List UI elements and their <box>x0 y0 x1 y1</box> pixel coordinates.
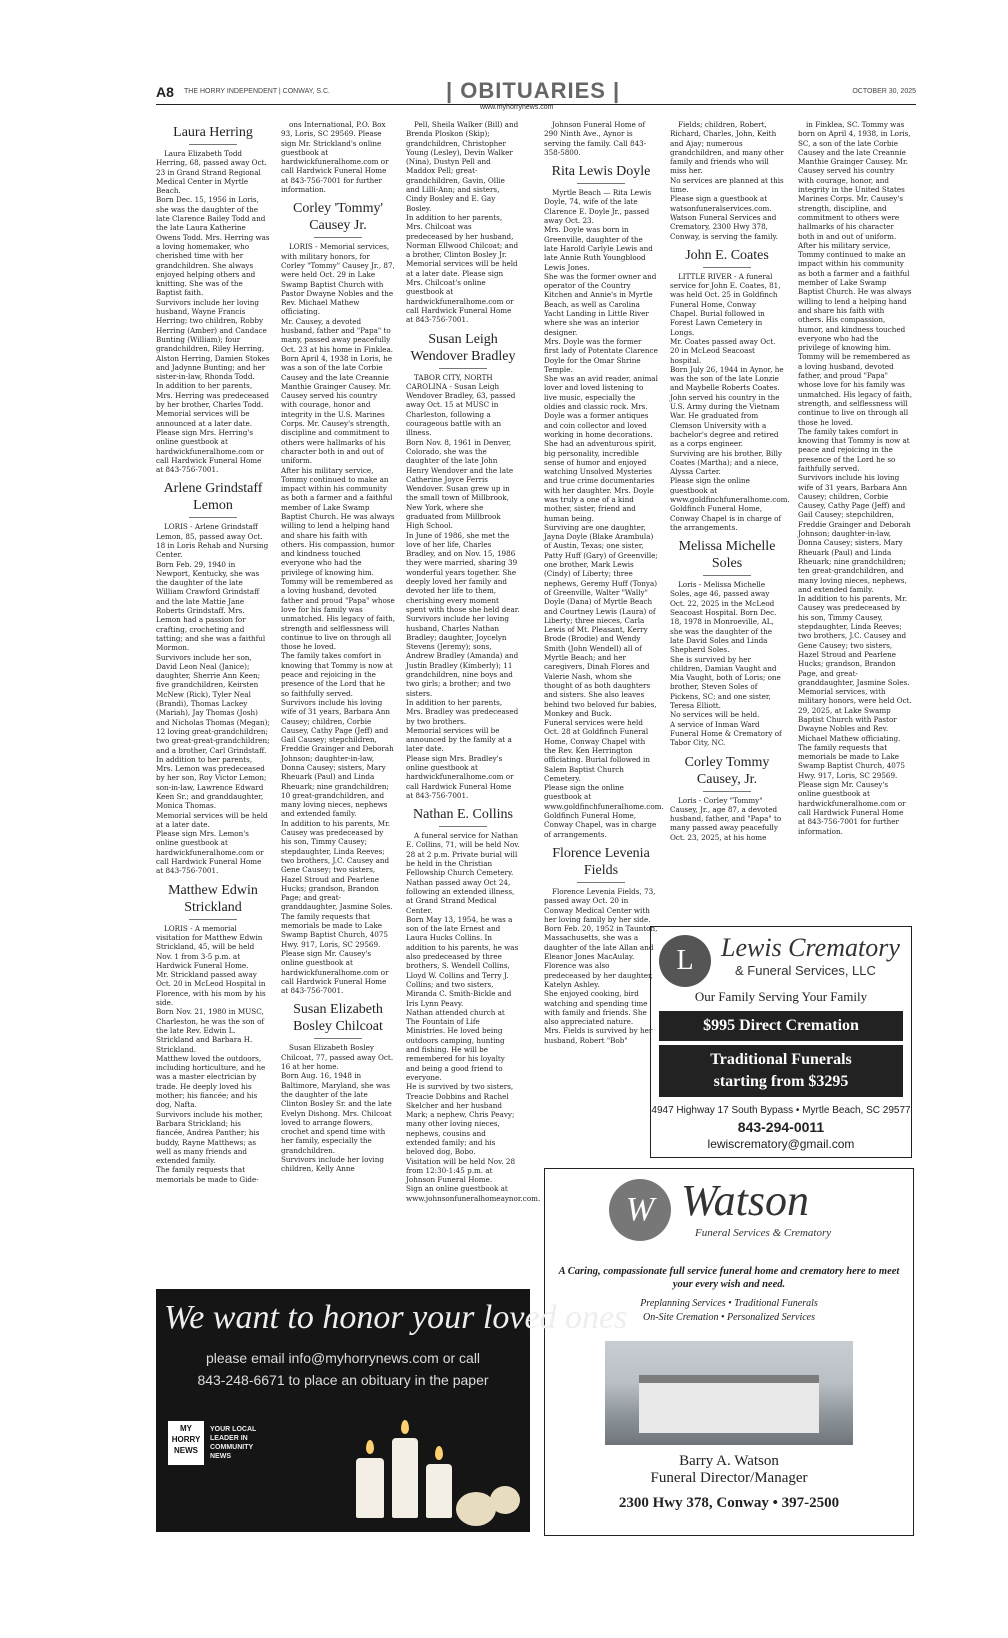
column-4 <box>544 120 664 1051</box>
obituary-name: Melissa Michelle Soles <box>670 538 784 576</box>
watson-logo-icon: W <box>609 1179 671 1241</box>
obituary <box>281 200 395 995</box>
paper-name: THE HORRY INDEPENDENT | CONWAY, S.C. <box>184 88 330 95</box>
ad-business-subtitle: Funeral Services & Crematory <box>695 1227 832 1239</box>
obituary <box>670 754 784 842</box>
director-title: Funeral Director/Manager <box>650 1470 808 1486</box>
obituary-name: Corley 'Tommy' Causey Jr. <box>281 200 395 238</box>
obituary-text: LITTLE RIVER - A funeral service for John E. Coates, 81, was held Oct. 25 in Goldfinch Funeral Home, Conway Chapel. Burial followed in Forest Lawn Cemetery in Longs. Mr. Coates passed away Oct. 20 in McLeod Seacoast hospital. Born July 26, 1944 in Aynor, he was the son of the late Lonzie and Maybelle Roberts Coates. John served his country in the U.S. Army during the Vietnam War. He graduated from Clemson University with a bachelor's degree and retired as a corps engineer. Surviving are his brother, Billy Coates (Martha); and a niece, Alyssa Carter. Please sign the online guestbook at www.goldfinchfuneralhome.com. Goldfinch Funeral Home, Conway Chapel is in charge of the arrangements. <box>670 271 790 532</box>
building-shape <box>639 1375 819 1433</box>
ad-email[interactable]: lewiscrematory@gmail.com <box>707 1137 855 1151</box>
obituary-text: Loris - Corley "Tommy" Causey, Jr., age 87, a devoted husband, father, and "Papa" to many passed away peacefully Oct. 23, 2025, at his home <box>670 795 782 842</box>
ad-offer-line: Traditional Funerals <box>710 1051 852 1068</box>
ad-business-name: Lewis Crematory <box>721 933 900 962</box>
flame-image <box>435 1446 443 1460</box>
lewis-crematory-ad[interactable] <box>650 926 912 1158</box>
obituary-name: Florence Levenia Fields <box>544 845 658 883</box>
obituary <box>544 120 658 157</box>
obituary-text: in Finklea, SC. Tommy was born on April 4, 1938, in Loris, SC, a son of the late Corbie Causey and the late Creannie Manthie Grainger Causey. Mr. Causey served his country with courage, honor, and integrity in the United States Marines Corps. Mr. Causey's strength, discipline, and commitment to others were hallmarks of his character both in and out of uniform. After his military service, Tommy continued to make an impact within his community as both a farmer and a faithful member of Lake Swamp Baptist Church. He was always willing to lend a helping hand and share his faith with others. His compassion, humor, and kindness touched everyone who had the privilege of knowing him. Tommy will be remembered as a loving husband, devoted father, and proud "Papa" whose love for his family was unmatched. His legacy of faith, strength, and selflessness will continue to live on through all those he loved. The family takes comfort in knowing that Tommy is now at peace and rejoicing in the presence of the Lord he so faithfully served. Survivors include his loving wife of 31 years, Barbara Ann Causey; children, Corbie Causey, Cathy Page (Jeff) and Gail Causey; stepchildren, Freddie Grainger and Deborah Johnson; daughter-in-law, Donna Causey; sisters, Mary Rheuark (Paul) and Linda Rheuark; nine grandchildren; ten great-grandchildren, and many loving nieces, nephews, and extended family. In addition to his parents, Mr. Causey was predeceased by his son, Timmy Causey, stepdaughter, Linda Reeves; two brothers, J.C. Causey and Gene Causey; two sisters, Hazel Stroud and Pearlene Hucks; grandson, Brandon Page, and great-granddaughter, Jasmine Soles. Memorial services, with military honors, were held Oct. 29, 2025, at Lake Swamp Baptist Church with Pastor Dwayne Nobles and Rev. Michael Mathew officiating. The family requests that memorials be made to Lake Swamp Baptist Church, 4075 Hwy. 917, Loris, SC 29569. Please sign Mr. Causey's online guestbook at hardwickfuneralhome.com or call Hardwick Funeral Home at 843-756-7001 for further information. <box>798 120 912 836</box>
obituary-text: Pell, Sheila Walker (Bill) and Brenda Ploskon (Skip); grandchildren, Christopher Young (Lesley), Devin Walker (Nina), Dustyn Pell and Maddox Pell; great-grandchildren, Gavin, Ollie and Lilli-Ann; and sisters, Cindy Bosley and E. Gay Bosley. In addition to her parents, Mrs. Chilcoat was predeceased by her husband, Norman Ellwood Chilcoat; and a brother, Clinton Bosley Jr. Memorial services will be held at a later date. Please sign Mrs. Chilcoat's online guestbook at hardwickfuneralhome.com or call Hardwick Funeral Home at 843-756-7001. <box>406 120 519 325</box>
ad-offer-line: starting from $3295 <box>713 1073 849 1090</box>
obituary-text: Myrtle Beach — Rita Lewis Doyle, 74, wife of the late Clarence E. Doyle Jr., passed away Oct. 23. Mrs. Doyle was born in Greenville, daughter of the late Harold Carlyle Lewis and late Annie Ruth Youngblood Lewis Jones. She was the former owner and operator of the Country Kitchen and Annie's in Myrtle Beach, as well as Carolina Yacht Landing in Little River where she was an interior designer. Mrs. Doyle was the former first lady of Potentate Clarence Doyle for the Omar Shrine Temple. She was an avid reader, animal lover and loved listening to live music, especially the oldies and classic rock. Mrs. Doyle was a former antiques and coin collector and loved working in home decorations. She had an adventurous spirit, big personality, incredible sense of humor and enjoyed watching Unsolved Mysteries and true crime documentaries with her daughter. Mrs. Doyle was truly a one of a kind mother, sister, friend and human being. Surviving are one daughter, Jayna Doyle (Blake Arambula) of Austin, Texas; one sister, Patty Huff (Gary) of Greenville; one brother, Mark Lewis (Cindy) of Liberty; three nephews, Geremy Huff (Tonya) of Greenville, Walter "Wally" Doyle (Dana) of Myrtle Beach and Courtney Lewis (Laura) of Liberty; three nieces, Carla Lewis of Mt. Pleasant, Kerry Brode (Brodie) and Wendy Smith (John Wendell) all of Myrtle Beach; and her caregivers, Dinah Flores and Valerie Nash, whom she thought of as both daughters and sisters. She also leaves behind two beloved fur babies, Monkey and Buck. Funeral services were held Oct. 28 at Goldfinch Funeral Home, Conway Chapel with the Rev. Ken Herrington officiating. Burial followed in Salem Baptist Church Cemetery. Please sign the online guestbook at www.goldfinchfuneralhome.com. Goldfinch Funeral Home, Conway Chapel, was in charge of arrangements. <box>544 188 664 839</box>
obituary <box>156 882 270 1184</box>
ad-business-name: Watson <box>681 1176 809 1225</box>
obituary-text: LORIS - Arlene Grindstaff Lemon, 85, passed away Oct. 18 in Loris Rehab and Nursing Center. Born Feb. 29, 1940 in Newport, Kentucky, she was the daughter of the late William Crawford Grindstaff and the late Mattie Jane Roberts Grindstaff. Mrs. Lemon had a passion for crafting, crocheting and tatting; and she was a faithful Mormon. Survivors include her son, David Leon Neal (Janice); daughter, Sherrie Ann Keen; five grandchildren, Keirsten McNew (Rick), Tyler Neal (Brandi), Thomas Lackey (Mariah), Jay Thomas (Josh) and Nicholas Thomas (Megan); 12 loving great-grandchildren; two great-great-grandchildren; and a brother, Carl Grindstaff. In addition to her parents, Mrs. Lemon was predeceased by her son, Roy Victor Lemon; son-in-law, Lawrence Edward Keen Sr.; and granddaughter, Monica Thomas. Memorial services will be held at a later date. Please sign Mrs. Lemon's online guestbook at hardwickfuneralhome.com or call Hardwick Funeral Home at 843-756-7001. <box>156 522 270 876</box>
obituary-name: John E. Coates <box>670 247 784 268</box>
column-2 <box>281 120 395 1180</box>
candle-image <box>392 1438 418 1518</box>
rose-image <box>490 1486 520 1514</box>
obituary-name: Corley Tommy Causey, Jr. <box>670 754 784 792</box>
obituary-name: Rita Lewis Doyle <box>544 163 658 184</box>
place-obituary-ad[interactable] <box>156 1289 628 1532</box>
obituary <box>544 845 658 1045</box>
obituary <box>798 120 912 836</box>
ad-business-subtitle: & Funeral Services, LLC <box>735 963 876 978</box>
obituary <box>544 163 664 839</box>
obituary-text: Florence Levenia Fields, 73, passed away Oct. 20 in Conway Medical Center with her loving family by her side. Born Feb. 20, 1952 in Taunton, Massachusetts, she was a daughter of the late Allan and Eleanor Jones MacAulay. Florence was also predeceased by her daughter, Katelyn Ashley. She enjoyed cooking, bird watching and spending time with family and friends. She also appreciated nature. Mrs. Fields is survived by her husband, Robert "Bob" <box>544 886 658 1045</box>
ad-services-line: On-Site Cremation • Personalized Services <box>643 1312 815 1323</box>
candle-image <box>426 1464 452 1518</box>
ad-offer-funerals <box>659 1045 903 1097</box>
page-header <box>156 80 916 105</box>
flame-image <box>401 1420 409 1434</box>
obituary <box>281 120 395 194</box>
ad-tagline: Our Family Serving Your Family <box>694 989 868 1004</box>
obituary-text: Fields; children, Robert, Richard, Charles, John, Keith and Ajay; numerous grandchildren, and many other family and friends who will miss her. No services are planned at this time. Please sign a guestbook at watsonfuneralservices.com. Watson Funeral Services and Crematory, 2300 Hwy 378, Conway, is serving the family. <box>670 120 784 241</box>
obituary-name: Susan Leigh Wendover Bradley <box>406 331 520 369</box>
ad-tagline: A Caring, compassionate full service funeral home and crematory here to meet your every wish and need. <box>558 1266 900 1290</box>
column-1 <box>156 120 270 1190</box>
logo-tagline: YOUR LOCAL LEADER IN COMMUNITY NEWS <box>210 1426 257 1460</box>
column-6 <box>798 120 912 842</box>
obituary <box>670 120 784 241</box>
column-3 <box>406 120 541 1209</box>
obituary-text: A funeral service for Nathan E. Collins, 71, will be held Nov. 28 at 2 p.m. Private burial will be held in the Christian Fellowship Church Cemetery. Nathan passed away Oct 24, following an extended illness, at Grand Strand Medical Center. Born May 13, 1954, he was a son of the late Ernest and Laura Hucks Collins. In addition to his parents, he was also predeceased by three brothers, S. Wendell Collins, Lloyd W. Collins and Terry J. Collins; and two sisters, Miranda C. Smith-Bickle and Iris Lynn Peavy. Nathan attended church at The Fountain of Life Ministries. He loved being outdoors camping, hunting and fishing. He will be remembered for his loyalty and being a good friend to everyone. He is survived by two sisters, Treacie Dobbins and Rachel Skelcher and her husband Mark; a nephew, Chris Peavy; many other loving nieces, nephews, cousins and extended family; and his beloved dog, Bobo. Visitation will be held Nov. 28 from 12:30-1:45 p.m. at Johnson Funeral Home. Sign an online guestbook at www.johnsonfuneralhomeaynor.com. <box>406 831 541 1203</box>
ad-body-line: please email info@myhorrynews.com or call <box>205 1350 481 1366</box>
obituary-text: LORIS - A memorial visitation for Matthew Edwin Strickland, 45, will be held Nov. 1 from 3-5 p.m. at Hardwick Funeral Home. Mr. Strickland passed away Oct. 20 in McLeod Hospital in Florence, with his mom by his side. Born Nov. 21, 1980 in MUSC, Charleston, he was the son of the late Rev. Edwin L. Strickland and Barbara H. Strickland. Matthew loved the outdoors, including horticulture, and he was a master electrician by trade. He deeply loved his mother; his fiancée; and his dog, Nafta. Survivors include his mother, Barbara Strickland; his fiancée, Andrea Panther; his buddy, Rayne Matthews; as well as many friends and extended family. The family requests that memorials be made to Gide- <box>156 923 266 1184</box>
my-horry-news-logo: MY HORRY NEWS <box>168 1421 204 1465</box>
funeral-home-photo <box>605 1341 853 1445</box>
obituary <box>156 124 270 474</box>
obituary-text: LORIS - Memorial services, with military honors, for Corley "Tommy" Causey Jr., 87, were held Oct. 29 in Lake Swamp Baptist Church with Pastor Dwayne Nobles and the Rev. Michael Mathew officiating. Mr. Causey, a devoted husband, father and "Papa" to many, passed away peacefully Oct. 23 at his home in Finklea. Born April 4, 1938 in Loris, he was a son of the late Corbie Causey and the late Creannie Manthie Grainger Causey. Mr. Causey served his country with courage, honor and integrity in the U.S. Marines Corps. Mr. Causey's strength, discipline and commitment to others were hallmarks of his character both in and out of uniform. After his military service, Tommy continued to make an impact within his community as both a farmer and a faithful member of Lake Swamp Baptist Church. He was always willing to lend a helping hand and share his faith with others. His compassion, humor and kindness touched everyone who had the privilege of knowing him. Tommy will be remembered as a loving husband, devoted father and proud "Papa" whose love for his family was unmatched. His legacy of faith, strength and selflessness will continue to live on through all those he loved. The family takes comfort in knowing that Tommy is now at peace and rejoicing in the presence of the Lord that he so faithfully served. Survivors include his loving wife of 31 years, Barbara Ann Causey; children, Corbie Causey, Cathy Page (Jeff) and Gail Causey; stepchildren, Freddie Grainger and Deborah Johnson; daughter-in-law, Donna Causey; sisters, Mary Rheuark (Paul) and Linda Rheuark; nine grandchildren; 10 great-grandchildren, and many loving nieces, nephews and extended family. In addition to his parents, Mr. Causey was predeceased by his son, Timmy Causey; stepdaughter, Linda Reeves; two brothers, J.C. Causey and Gene Causey; two sisters, Hazel Stroud and Pearlene Hucks; grandson, Brandon Page; and great-granddaughter, Jasmine Soles. The family requests that memorials be made to Lake Swamp Baptist Church, 4075 Hwy. 917, Loris, SC 29569. Please sign Mr. Causey's online guestbook at hardwickfuneralhome.com or call Hardwick Funeral Home at 843-756-7001. <box>281 242 395 996</box>
section-title: | OBITUARIES | <box>446 78 621 103</box>
ad-phone[interactable]: 843-294-0011 <box>737 1119 825 1135</box>
obituary-text: Loris - Melissa Michelle Soles, age 46, passed away Oct. 22, 2025 in the McLeod Seacoast Hospital. Born Dec. 18, 1978 in Monroeville, AL, she was the daughter of the late David Soles and Linda Shepherd Soles. She is survived by her children, Damian Vaught and Mia Vaught, both of Loris; one brother, Steven Soles of Pickens, SC; and one sister, Teresa Elliott. No services will be held. A service of Inman Ward Funeral Home & Crematory of Tabor City, NC. <box>670 580 782 748</box>
obituary <box>281 1001 395 1173</box>
ad-body-line: 843-248-6671 to place an obituary in the paper <box>197 1372 489 1388</box>
issue-date: OCTOBER 30, 2025 <box>852 88 916 95</box>
obituary-text: TABOR CITY, NORTH CAROLINA - Susan Leigh Wendover Bradley, 63, passed away Oct. 15 at MUSC in Charleston, following a courageous battle with an illness. Born Nov. 8, 1961 in Denver, Colorado, she was the daughter of the late John Henry Wendover and the late Catherine Joyce Ferris Wendover. Susan grew up in the small town of Millbrook, New York, where she graduated from Millbrook High School. In June of 1986, she met the love of her life, Charles Bradley, and on Nov. 15, 1986 they were married, sharing 39 wonderful years together. She deeply loved her family and devoted her life to them, cherishing every moment spent with those she held dear. Survivors include her loving husband, Charles Nathan Bradley; daughter, Joycelyn Stevens (Jeremy); sons, Andrew Bradley (Amanda) and Justin Bradley (Kimberly); 11 grandchildren, nine boys and two girls; a brother; and two sisters. In addition to her parents, Mrs. Bradley was predeceased by two brothers. Memorial services will be announced by the family at a later date. Please sign Mrs. Bradley's online guestbook at hardwickfuneralhome.com or call Hardwick Funeral Home at 843-756-7001. <box>406 372 520 800</box>
column-5 <box>670 120 790 848</box>
obituary-text: Johnson Funeral Home of 290 Ninth Ave., Aynor is serving the family. Call 843-358-5800. <box>544 120 647 157</box>
obituary-name: Nathan E. Collins <box>406 806 520 827</box>
obituary-text: ons International, P.O. Box 93, Loris, SC 29569. Please sign Mr. Strickland's online guestbook at hardwickfuneralhome.com or call Hardwick Funeral Home at 843-756-7001 for further information. <box>281 120 389 195</box>
obituary-name: Matthew Edwin Strickland <box>156 882 270 920</box>
obituary <box>406 806 541 1203</box>
director-name: Barry A. Watson <box>679 1453 779 1469</box>
watson-funeral-ad[interactable] <box>544 1168 914 1536</box>
page-number: A8 <box>156 84 174 100</box>
obituary-text: Laura Elizabeth Todd Herring, 68, passed away Oct. 23 in Grand Strand Regional Medical Center in Myrtle Beach. Born Dec. 15, 1956 in Loris, she was the daughter of the late Clarence Bailey Todd and the late Laura Katherine Owens Todd. Mrs. Herring was a loving homemaker, who cherished time with her grandchildren. She always enjoyed helping others and knitting. She was of the Baptist faith. Survivors include her loving husband, Wayne Francis Herring; two children, Robby Herring (Amber) and Candace Bunting (William); four grandchildren, Riley Herring, Alston Herring, Damien Stokes and Jadynne Bunting; and her sister-in-law, Rhonda Todd. In addition to her parents, Mrs. Herring was predeceased by her brother, Charles Todd. Memorial services will be announced at a later date. Please sign Mrs. Herring's online guestbook at hardwickfuneralhome.com or call Hardwick Funeral Home at 843-756-7001. <box>156 149 270 475</box>
obituary <box>670 538 784 747</box>
obituary <box>406 120 520 325</box>
obituary-name: Arlene Grindstaff Lemon <box>156 480 270 518</box>
ad-director <box>545 1453 913 1487</box>
flame-image <box>366 1440 374 1454</box>
lewis-logo-icon: L <box>659 935 711 987</box>
ad-offer-cremation: $995 Direct Cremation <box>659 1011 903 1041</box>
obituary <box>406 331 520 801</box>
ad-address: 4947 Highway 17 South Bypass • Myrtle Beach, SC 29577 <box>651 1105 911 1116</box>
candle-image <box>356 1458 384 1518</box>
ad-body <box>166 1347 520 1391</box>
website[interactable]: www.myhorrynews.com <box>480 104 554 111</box>
ad-headline: We want to honor your loved ones <box>164 1299 628 1336</box>
ad-services-line: Preplanning Services • Traditional Funerals <box>640 1298 818 1309</box>
obituary-name: Susan Elizabeth Bosley Chilcoat <box>281 1001 395 1039</box>
obituary-name: Laura Herring <box>156 124 270 145</box>
ad-address: 2300 Hwy 378, Conway • 397-2500 <box>618 1495 840 1511</box>
obituary <box>156 480 270 875</box>
obituary <box>670 247 790 532</box>
obituary-text: Susan Elizabeth Bosley Chilcoat, 77, passed away Oct. 16 at her home. Born Aug. 16, 1948 in Baltimore, Maryland, she was the daughter of the late Clinton Bosley Sr. and the late Evelyn Dishong. Mrs. Chilcoat loved to arrange flowers, crochet and spend time with her family, especially the grandchildren. Survivors include her loving children, Kelly Anne <box>281 1043 394 1174</box>
